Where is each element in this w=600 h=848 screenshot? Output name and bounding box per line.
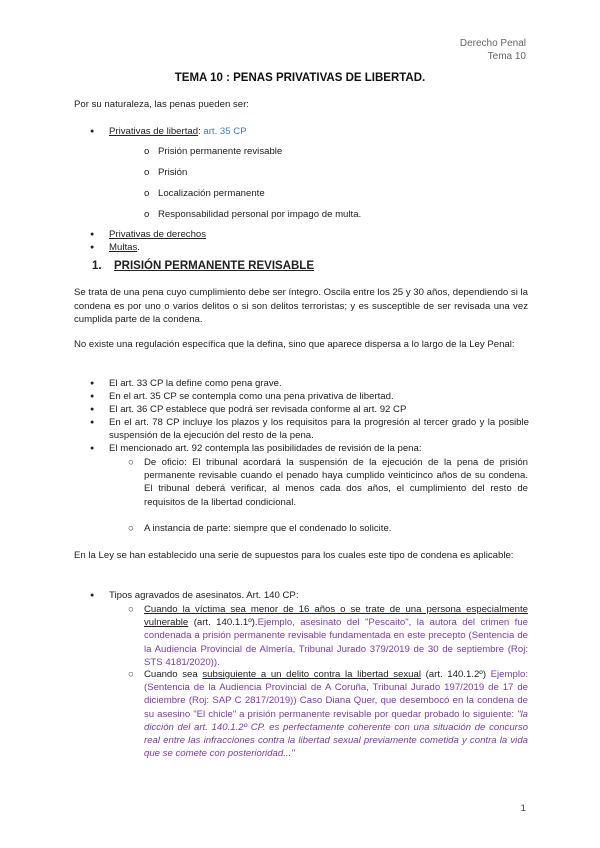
page-title: TEMA 10 : PENAS PRIVATIVAS DE LIBERTAD.	[174, 72, 426, 84]
sub-item: o Prisión permanente revisable	[144, 146, 283, 157]
art35-link[interactable]: art. 35 CP	[203, 126, 247, 137]
sub-item: o Responsabilidad personal por impago de multa.	[144, 209, 362, 220]
sub-item: o Localización permanente	[144, 188, 265, 199]
document-page: Derecho Penal Tema 10 TEMA 10 : PENAS PRIVATIVAS DE LIBERTAD. Por su naturaleza, las penas pueden ser: Privativas de libertad: art. 35 CP o Prisión permanente revisable o Prisión o Localización permanente o Responsabilidad personal por impago de multa. Privativas de derechos Multas. 1. PRISIÓN PERMANENTE REVISABLE Se trata de una pena cuyo cumplimiento debe ser íntegro. Oscila entre los 25 y 30 años, dependiendo si la condena es por uno o varios delitos o si son delitos terroristas; y es susceptible de ser revisada una vez cumplida parte de la condena. No existe una regulación específica que la defina, sino que aparece dispersa a lo largo de la Ley Penal: ● El art. 33 CP la define como pena grave. ● En el art. 35 CP se contempla como una pena privativa de libertad. ● El art. 36 CP establece que podrá ser revisada conforme al art. 92 CP ● En el art. 78 CP incluye los plazos y los requisitos para la progresión al tercer grado y la posible suspensión de la ejecución del resto de la pena. ● El mencionado art. 92 contempla las posibilidades de revisión de la pena: ○ De oficio: El tribunal acordará la suspensión de la ejecución de la pena de prisión permanente revisable cuando el penado haya cumplido veinticinco años de su condena. El tribunal deberá verificar, al menos cada dos años, el cumplimiento del resto de requisitos de la libertad condicional. ○ A instancia de parte: siempre que el condenado lo solicite. En la Ley se han establecido una serie de supuestos para los cuales este tipo de condena es aplicable: ● Tipos agravados de asesinatos. Art. 140 CP: ○ Cuando la víctima sea menor de 16 años o se trate de una persona especialmente vulnerable (art. 140.1.1º).Ejemplo, asesinato del "Pescaito", la autora del crimen fue condenada a prisión permanente revisable fundamentada en este precepto (Sentencia de la Audiencia Provincial de Almería, Tribunal Jurado 379/2019 de 30 de septiembre (Roj: STS 4181/2020)). ○ Cuando sea subsiguiente a un delito contra la libertad sexual (art. 140.1.2º) Ejemplo: (Sentencia de la Audiencia Provincial de A Coruña, Tribunal Jurado 197/2019 de 17 de diciembre (Roj: SAP C 2817/2019)) Caso Diana Quer, que desembocó en la condena de su asesino "El chicle" a prisión permanente revisable por quedar probado lo siguiente: "la dicción del art. 140.1.2º CP. es perfectamente coherente con una situación de concurso real entre las infracciones contra la libertad sexual previamente cometida y contra la vida que se comete con posterioridad..." 1	[0, 0, 600, 848]
header-topic: Tema 10	[487, 51, 526, 62]
section-heading: 1. PRISIÓN PERMANENTE REVISABLE	[92, 260, 314, 272]
header-course: Derecho Penal	[459, 38, 526, 49]
running-header	[460, 37, 526, 63]
privativas-libertad-label: Privativas de libertad	[109, 126, 199, 137]
page-number: 1	[520, 803, 526, 814]
example-text: Ejemplo, asesinato del "Pescaito", la autora del crimen fue condenada a prisión permanente revisable fundamentada en este precepto (Sentencia de la Audiencia Provincial de Almería, Tribunal Jurado 379/2019 de 30 de septiembre (Roj: STS 4181/2020)).	[144, 617, 529, 668]
paragraph: No existe una regulación específica que la defina, sino que aparece dispersa a lo largo de la Ley Penal:	[74, 339, 515, 350]
multas-label: Multas	[109, 242, 138, 253]
colon: :	[198, 126, 201, 137]
intro-text: Por su naturaleza, las penas pueden ser:	[74, 99, 249, 110]
quote-text: "la dicción del art. 140.1.2º CP. es perfectamente coherente con una situación de concurso real entre las infracciones contra la libertad sexual previamente cometida y contra la vida que se comete con posterioridad..."	[144, 708, 528, 760]
sub-item: o Prisión	[144, 167, 188, 178]
paragraph: En la Ley se han establecido una serie de supuestos para los cuales este tipo de condena es aplicable:	[74, 550, 514, 561]
example-text: Ejemplo: (Sentencia de la Audiencia Provincial de A Coruña, Tribunal Jurado 197/2019 de 17 de diciembre (Roj: SAP C 2817/2019)) Caso Diana Quer, que desembocó en la condena de su asesino "El chicle" a prisión permanente revisable por quedar probado lo siguiente:	[144, 669, 528, 720]
paragraph: Se trata de una pena cuyo cumplimiento debe ser íntegro. Oscila entre los 25 y 30 años, dependiendo si la condena es por uno o varios delitos o si son delitos terroristas; y es susceptible de ser revisada una vez cumplida parte de la condena.	[74, 287, 528, 325]
